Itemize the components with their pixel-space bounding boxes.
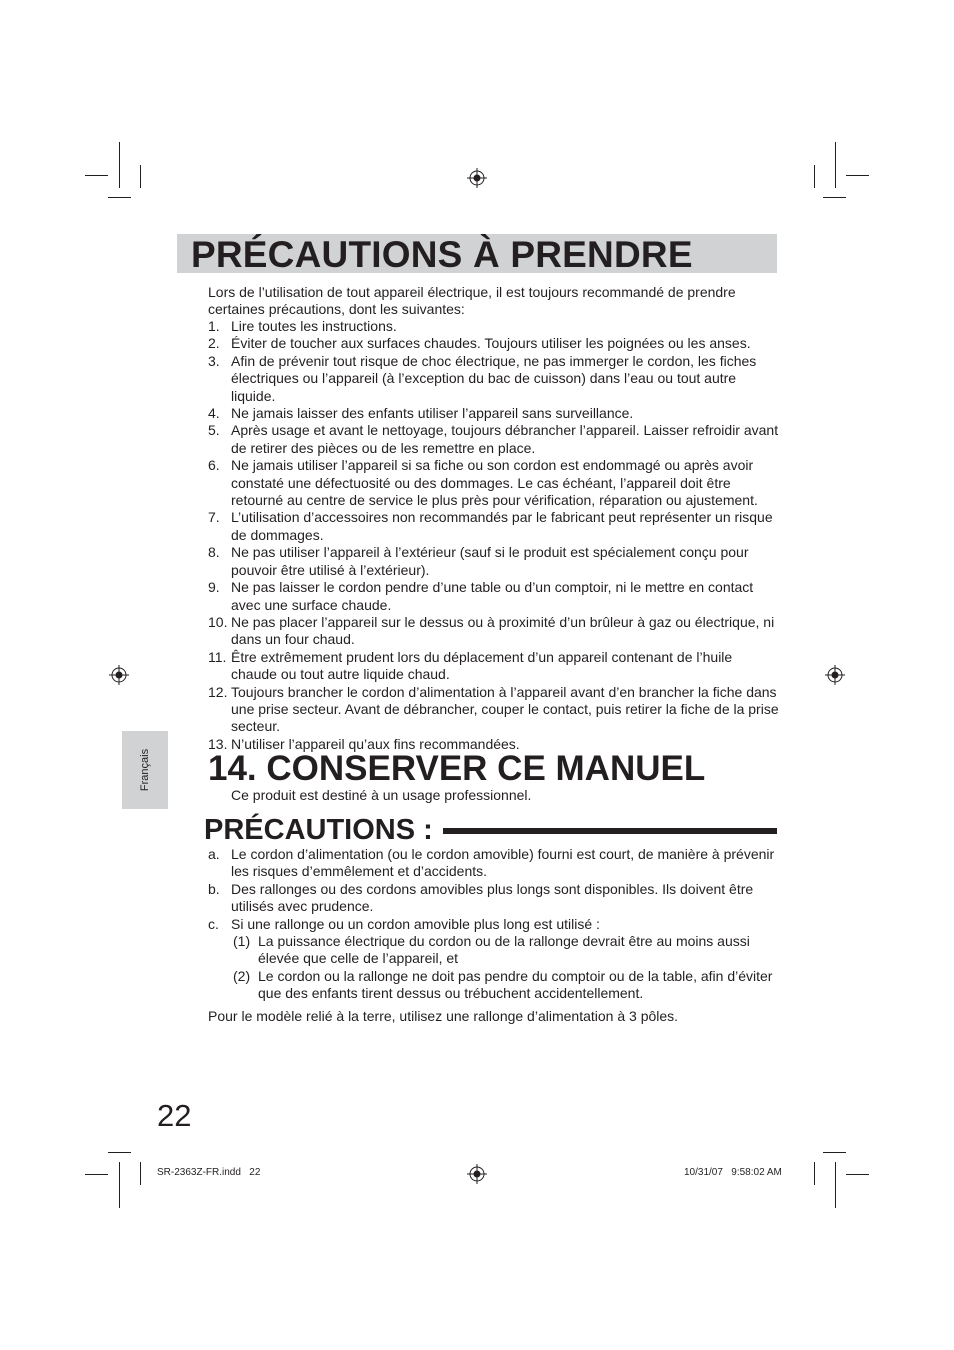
- safety-list: [208, 318, 780, 753]
- page-number: 22: [157, 1098, 192, 1133]
- list-item-number: 1.: [208, 318, 220, 334]
- list-item-text: Ne pas laisser le cordon pendre d’une table ou d’un comptoir, ni le mettre en contact avec une surface chaude.: [231, 579, 754, 613]
- list-item: [208, 405, 780, 422]
- list-item-number: (1): [233, 933, 251, 950]
- list-item-number: 7.: [208, 509, 220, 526]
- crop-mark: [108, 197, 131, 198]
- list-item-number: 13.: [208, 735, 228, 752]
- list-item: [208, 509, 780, 544]
- list-item-text: Le cordon ou la rallonge ne doit pas pendre du comptoir ou de la table, afin d’éviter que des enfants tirent dessus ou trébuchent accidentellement.: [258, 967, 773, 1002]
- list-item-text: Le cordon d’alimentation (ou le cordon amovible) fourni est court, de manière à prévenir les risques d’emmêlement et d’accidents.: [231, 846, 775, 880]
- list-item: [208, 579, 780, 614]
- list-item-number: 4.: [208, 405, 220, 422]
- list-item-text: Éviter de toucher aux surfaces chaudes. Toujours utiliser les poignées ou les anses.: [231, 335, 751, 352]
- list-item: [208, 318, 780, 335]
- intro-text: Lors de l’utilisation de tout appareil électrique, il est toujours recommandé de prendre certaines précautions, dont les suivantes:: [208, 284, 736, 318]
- list-item-text: Être extrêmement prudent lors du déplacement d’un appareil contenant de l’huile chaude ou tout autre liquide chaud.: [231, 648, 733, 683]
- slug-timestamp: 10/31/07 9:58:02 AM: [684, 1167, 782, 1178]
- list-item-number: a.: [208, 846, 220, 862]
- list-item-number: 12.: [208, 683, 228, 700]
- precautions-heading: PRÉCAUTIONS :: [204, 814, 433, 846]
- intro-paragraph: [208, 284, 768, 319]
- list-item-text: Toujours brancher le cordon d’alimentation à l’appareil avant d’en brancher la fiche dans une prise secteur. Avant de débrancher, couper le contact, puis retirer la fiche de la prise secteur.: [231, 683, 779, 735]
- list-item-number: b.: [208, 880, 220, 897]
- list-item: [208, 684, 780, 736]
- list-item: [208, 614, 780, 649]
- list-item-number: (2): [233, 967, 251, 984]
- list-item: [231, 968, 780, 1003]
- list-item: [231, 933, 780, 968]
- list-item-text: Ne pas placer l’appareil sur le dessus ou à proximité d’un brûleur à gaz ou électrique, ni dans un four chaud.: [231, 613, 775, 648]
- registration-target-icon: [467, 1164, 487, 1184]
- list-item: [208, 335, 780, 352]
- crop-mark: [835, 142, 836, 188]
- crop-mark: [823, 1152, 846, 1153]
- crop-mark: [823, 197, 846, 198]
- list-item-number: 2.: [208, 335, 220, 352]
- registration-target-icon: [825, 665, 845, 685]
- precautions-list: [208, 846, 780, 1003]
- crop-mark: [85, 175, 108, 176]
- sub-list: [231, 933, 780, 1003]
- slug-filename: SR-2363Z-FR.indd 22: [157, 1167, 261, 1178]
- crop-mark: [835, 1162, 836, 1208]
- list-item: [208, 353, 780, 405]
- ground-note: Pour le modèle relié à la terre, utilisez une rallonge d’alimentation à 3 pôles.: [208, 1008, 679, 1024]
- list-item-number: c.: [208, 915, 219, 932]
- list-item-number: 6.: [208, 457, 220, 474]
- list-item-number: 8.: [208, 544, 220, 561]
- list-item: [208, 881, 780, 916]
- list-item-number: 3.: [208, 352, 220, 369]
- list-item-text: Ne jamais laisser des enfants utiliser l’appareil sans surveillance.: [231, 405, 634, 422]
- list-item-text: Ne pas utiliser l’appareil à l’extérieur (sauf si le produit est spécialement conçu pour pouvoir être utilisé à l’extérieur).: [231, 544, 749, 578]
- crop-mark: [140, 165, 141, 188]
- list-item: [208, 457, 780, 509]
- crop-mark: [814, 1162, 815, 1185]
- list-item-number: 5.: [208, 422, 220, 439]
- list-item: [208, 422, 780, 457]
- crop-mark: [85, 1174, 108, 1175]
- registration-target-icon: [467, 168, 487, 188]
- registration-target-icon: [109, 665, 129, 685]
- section-heading-keep-manual: 14. CONSERVER CE MANUEL: [208, 749, 706, 788]
- list-item: [208, 649, 780, 684]
- crop-mark: [814, 165, 815, 188]
- crop-mark: [846, 1174, 869, 1175]
- crop-mark: [846, 175, 869, 176]
- crop-mark: [119, 1162, 120, 1208]
- list-item-text: Ne jamais utiliser l’appareil si sa fiche ou son cordon est endommagé ou après avoir constaté une défectuosité ou des dommages. Le cas échéant, l’appareil doit être retourné au centre de service le plus près pour vérification, réparation ou ajustement.: [231, 457, 758, 509]
- list-item: [208, 846, 780, 881]
- list-item-text: Des rallonges ou des cordons amovibles plus longs sont disponibles. Ils doivent être utilisés avec prudence.: [231, 880, 754, 915]
- list-item-text: La puissance électrique du cordon ou de la rallonge devrait être au moins aussi élevée que celle de l’appareil, et: [258, 933, 750, 967]
- list-item-number: 9.: [208, 579, 220, 596]
- list-item-text: Si une rallonge ou un cordon amovible plus long est utilisé :: [231, 915, 600, 932]
- list-item-text: Lire toutes les instructions.: [231, 318, 397, 334]
- language-tab: [122, 731, 168, 809]
- list-item-text: N’utiliser l’appareil qu’aux fins recommandées.: [231, 735, 520, 752]
- language-label: Français: [139, 748, 151, 792]
- list-item-number: 11.: [208, 648, 227, 665]
- crop-mark: [140, 1162, 141, 1185]
- professional-use-note: Ce produit est destiné à un usage professionnel.: [231, 787, 532, 803]
- list-item-text: L’utilisation d’accessoires non recommandés par le fabricant peut représenter un risque de dommages.: [231, 509, 773, 543]
- list-item: [208, 916, 780, 1003]
- list-item-number: 10.: [208, 613, 228, 630]
- crop-mark: [119, 142, 120, 188]
- list-item-text: Après usage et avant le nettoyage, toujours débrancher l’appareil. Laisser refroidir avant de retirer des pièces ou de les remettre en place.: [231, 422, 779, 456]
- list-item-text: Afin de prévenir tout risque de choc électrique, ne pas immerger le cordon, les fiches électriques ou l’appareil (à l’exception du bac de cuisson) dans l’eau ou tout autre liquide.: [231, 352, 757, 404]
- crop-mark: [108, 1152, 131, 1153]
- heading-rule: [443, 828, 777, 834]
- list-item: [208, 544, 780, 579]
- title-banner: [177, 234, 777, 273]
- page-title: PRÉCAUTIONS À PRENDRE: [191, 234, 693, 275]
